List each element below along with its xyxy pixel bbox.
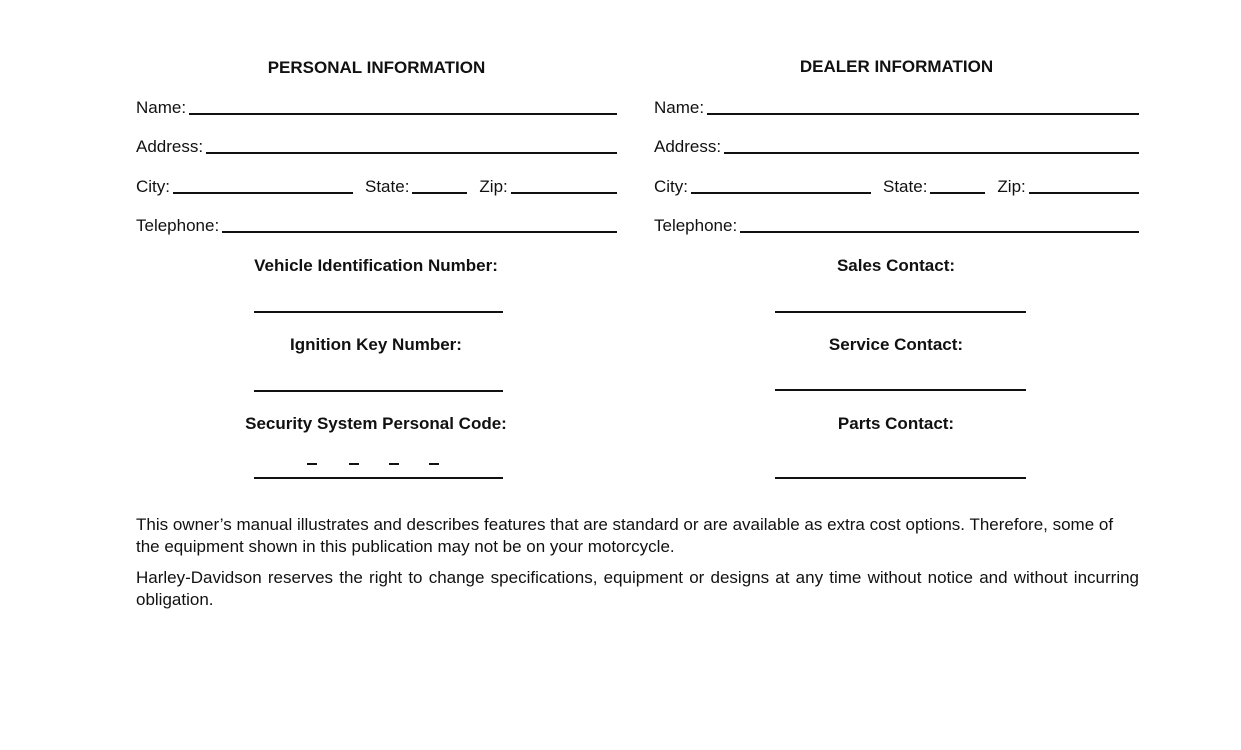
- security-code-line[interactable]: [254, 477, 503, 479]
- personal-name-line[interactable]: [189, 113, 617, 115]
- personal-zip-line[interactable]: [511, 192, 617, 194]
- personal-address-line[interactable]: [206, 152, 617, 154]
- personal-name-label: Name:: [136, 98, 187, 117]
- security-code-heading: Security System Personal Code:: [245, 414, 507, 433]
- personal-name-field[interactable]: [136, 96, 617, 118]
- personal-city-state-zip-field[interactable]: [136, 175, 617, 197]
- personal-city-line[interactable]: [173, 192, 353, 194]
- dealer-city-label: City:: [654, 177, 688, 196]
- dealer-address-field[interactable]: [654, 135, 1139, 157]
- sales-contact-heading: Sales Contact:: [836, 256, 956, 275]
- dealer-telephone-field[interactable]: [654, 214, 1139, 236]
- dealer-name-label: Name:: [654, 98, 705, 117]
- dealer-name-line[interactable]: [707, 113, 1139, 115]
- dealer-zip-label: Zip:: [997, 177, 1026, 196]
- ignition-key-heading: Ignition Key Number:: [290, 335, 462, 354]
- dealer-info-heading: DEALER INFORMATION: [799, 57, 994, 76]
- personal-address-label: Address:: [136, 137, 204, 156]
- service-contact-line[interactable]: [775, 389, 1026, 391]
- dealer-telephone-line[interactable]: [740, 231, 1139, 233]
- dealer-address-label: Address:: [654, 137, 722, 156]
- personal-telephone-field[interactable]: [136, 214, 617, 236]
- dealer-telephone-label: Telephone:: [654, 216, 738, 235]
- parts-contact-line[interactable]: [775, 477, 1026, 479]
- personal-state-label: State:: [365, 177, 410, 196]
- service-contact-heading: Service Contact:: [828, 335, 964, 354]
- security-code-dash: [307, 463, 317, 465]
- dealer-city-line[interactable]: [691, 192, 871, 194]
- dealer-state-line[interactable]: [930, 192, 985, 194]
- equipment-notice: This owner’s manual illustrates and describes features that are standard or are available as extra cost options. Therefore, some of the equipment shown in this publication may not be on your motorcycle.: [136, 515, 1114, 556]
- personal-zip-label: Zip:: [479, 177, 508, 196]
- personal-telephone-line[interactable]: [222, 231, 617, 233]
- security-code-dash: [389, 463, 399, 465]
- personal-address-field[interactable]: [136, 135, 617, 157]
- security-code-dash: [429, 463, 439, 465]
- security-code-dash: [349, 463, 359, 465]
- personal-state-line[interactable]: [412, 192, 467, 194]
- dealer-name-field[interactable]: [654, 96, 1139, 118]
- vin-heading: Vehicle Identification Number:: [254, 256, 498, 275]
- dealer-state-label: State:: [883, 177, 928, 196]
- sales-contact-line[interactable]: [775, 311, 1026, 313]
- vin-line[interactable]: [254, 311, 503, 313]
- dealer-zip-line[interactable]: [1029, 192, 1139, 194]
- ignition-key-line[interactable]: [254, 390, 503, 392]
- parts-contact-heading: Parts Contact:: [837, 414, 955, 433]
- personal-telephone-label: Telephone:: [136, 216, 220, 235]
- dealer-address-line[interactable]: [724, 152, 1139, 154]
- personal-city-label: City:: [136, 177, 170, 196]
- rights-notice: Harley-Davidson reserves the right to change specifications, equipment or designs at any time without notice and without incurring obligation.: [136, 568, 1139, 609]
- dealer-city-state-zip-field[interactable]: [654, 175, 1139, 197]
- personal-info-heading: PERSONAL INFORMATION: [267, 58, 486, 77]
